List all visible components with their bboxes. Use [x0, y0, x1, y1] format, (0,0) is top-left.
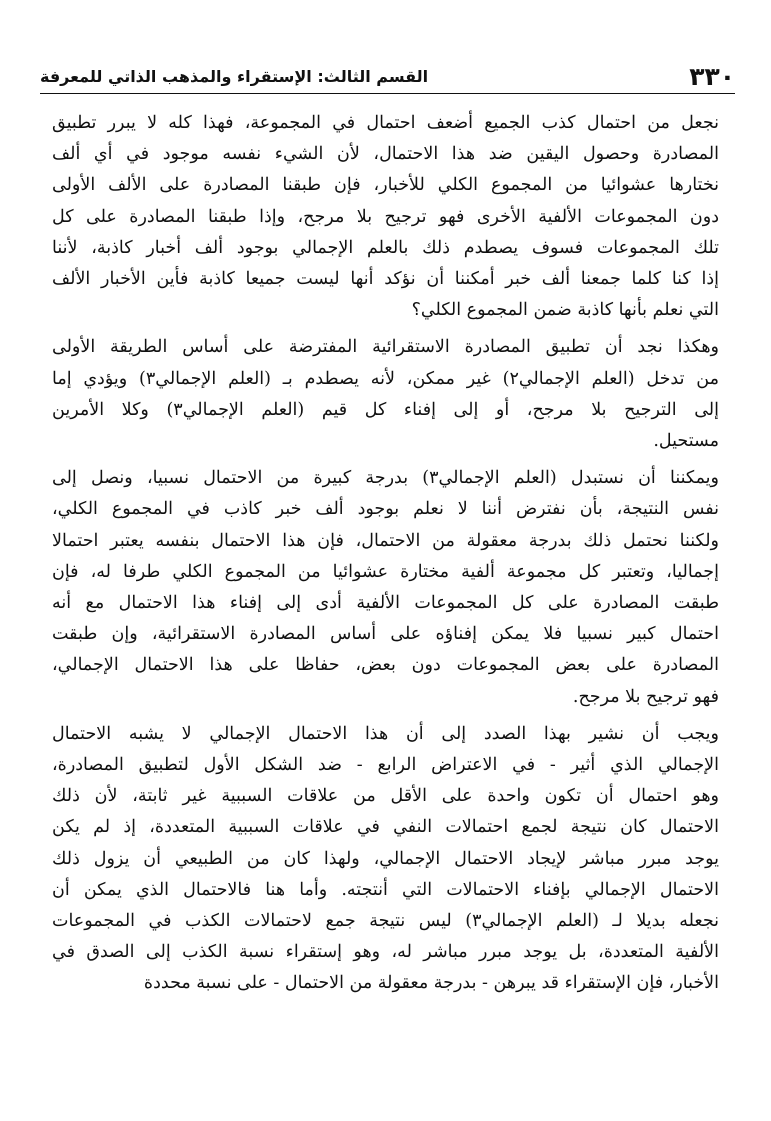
text-line: ويجب أن نشير بهذا الصدد إلى أن هذا الاحتمال الإجمالي لا يشبه الاحتمال [52, 723, 719, 744]
text-line: إجماليا، وتعتبر كل مجموعة ألفية مختارة عشوائيا من المجموع الكلي طرفا له، فإن [52, 561, 719, 582]
text-line: وهكذا نجد أن تطبيق المصادرة الاستقرائية المفترضة على أساس الطريقة الأولى [52, 337, 719, 358]
running-title: القسم الثالث: الإستقراء والمذهب الذاتي للمعرفة [40, 67, 429, 86]
paragraph [52, 463, 719, 713]
text-line: الأخبار، فإن الإستقراء قد يبرهن - بدرجة معقولة من الاحتمال - على نسبة محددة [143, 973, 719, 994]
text-line: احتمال كبير نسبيا فلا يمكن إفناؤه على أساس المصادرة الاستقرائية، وإن طبقت [52, 624, 719, 645]
text-line: الألفية المتعددة، بل يوجد مبرر مباشر له، وهو إستقراء نسبة الكذب إلى الصدق في [52, 942, 719, 963]
page-number: ٣٣٠ [689, 62, 735, 91]
text-line: دون المجموعات الألفية الأخرى فهو ترجيح بلا مرجح، وإذا طبقنا المصادرة على كل [52, 206, 719, 227]
text-line: نجعل من احتمال كذب الجميع أضعف احتمال في المجموعة، فهذا كله لا يبرر تطبيق [52, 113, 719, 133]
text-line: الاحتمال الإجمالي بإفناء الاحتمالات التي أنتجته. وأما هنا فالاحتمال الذي يمكن أن [52, 879, 719, 900]
paragraph [52, 108, 719, 326]
text-line: من تدخل (العلم الإجمالي٢) غير ممكن، لأنه يصطدم بـ (العلم الإجمالي٣) ويؤدي إما [52, 368, 719, 389]
text-line: إذا كنا كلما جمعنا ألف خبر أمكننا أن نؤكد أنها ليست جميعا كاذبة فأين الأخبار الألف [52, 269, 719, 290]
text-line: طبقت المصادرة على كل المجموعات الألفية أدى إلى إفناء هذا الاحتمال مع أنه [52, 593, 719, 614]
text-line: الإجمالي الذي أثير - في الاعتراض الرابع - ضد الشكل الأول لتطبيق المصادرة، [52, 755, 719, 776]
text-line: المصادرة وحصول اليقين ضد هذا الاحتمال، لأن الشيء نفسه موجود في أي ألف [52, 144, 719, 165]
text-line: يوجد مبرر مباشر لإيجاد الاحتمال الإجمالي، ولهذا كان من الطبيعي أن يزول ذلك [52, 848, 719, 869]
text-line: ولكننا نحتمل ذلك بدرجة معقولة من الاحتمال، فإن هذا الاحتمال بنفسه يعتبر احتمالا [52, 530, 719, 551]
text-line: الاحتمال كان نتيجة لجمع احتمالات النفي في علاقات السببية المتعددة، إذ لم يكن [52, 817, 719, 838]
text-line: نجعله بديلا لـ (العلم الإجمالي٣) ليس نتيجة جمع لاحتمالات الكذب في المجموعات [52, 911, 719, 932]
page-header [40, 52, 735, 92]
text-line: وهو احتمال أن تكون واحدة على الأقل من علاقات السببية غير ثابتة، لأن ذلك [52, 786, 719, 807]
body-text [52, 108, 719, 1006]
header-divider [40, 93, 735, 94]
text-line: نفس النتيجة، بأن نفترض أننا لا نعلم بوجود ألف خبر كاذب في المجموع الكلي، [52, 499, 719, 520]
text-line: إلى الترجيح بلا مرجح، أو إلى إفناء كل قيم (العلم الإجمالي٣) وكلا الأمرين [52, 399, 719, 420]
text-line: التي نعلم بأنها كاذبة ضمن المجموع الكلي؟ [411, 300, 719, 321]
paragraph [52, 719, 719, 1000]
text-line: مستحيل. [653, 431, 719, 452]
text-line: فهو ترجيح بلا مرجح. [572, 686, 719, 707]
text-line: المصادرة على بعض المجموعات دون بعض، حفاظا على هذا الاحتمال الإجمالي، [52, 655, 719, 676]
text-line: تلك المجموعات فسوف يصطدم ذلك بالعلم الإجمالي بوجود ألف أخبار كاذبة، لأننا [52, 237, 719, 258]
text-line: ويمكننا أن نستبدل (العلم الإجمالي٣) بدرجة كبيرة من الاحتمال نسبيا، ونصل إلى [52, 468, 720, 489]
paragraph [52, 332, 719, 457]
text-line: نختارها عشوائيا من المجموع الكلي للأخبار، فإن طبقنا المصادرة على الألف الأولى [52, 175, 719, 196]
